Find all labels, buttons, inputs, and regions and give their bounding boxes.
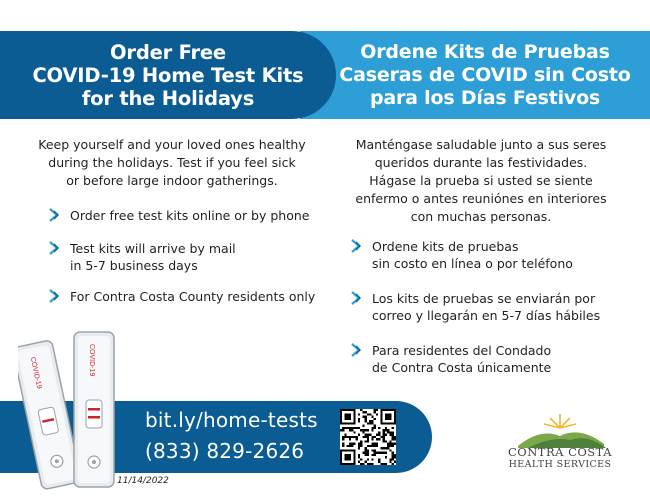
chevron-right-icon	[350, 291, 364, 305]
spanish-bullet-1	[350, 238, 573, 272]
spanish-bullet-1-text-line-2: sin costo en línea o por teléfono	[372, 256, 573, 271]
spanish-title-line-1: Ordene Kits de Pruebas	[360, 40, 610, 63]
english-intro-line: Keep yourself and your loved ones healthy	[38, 137, 306, 152]
logo-name-line-2: HEALTH SERVICES	[508, 459, 612, 470]
test-kit-label: COVID-19	[88, 344, 95, 377]
chevron-right-icon	[48, 241, 62, 255]
english-bullet-2-text-line-2: in 5-7 business days	[70, 258, 198, 273]
chevron-right-icon	[350, 239, 364, 253]
spanish-intro-line: Manténgase saludable junto a sus seres	[355, 137, 607, 152]
english-bullet-2	[48, 240, 236, 274]
spanish-bullet-2-text-line-1: Los kits de pruebas se enviarán por	[372, 291, 596, 306]
flyer-date: 11/14/2022	[117, 476, 169, 486]
spanish-bullet-3	[350, 342, 551, 376]
spanish-bullet-3-text-line-1: Para residentes del Condado	[372, 343, 552, 358]
english-title-line-3: for the Holidays	[81, 86, 255, 110]
english-intro	[26, 136, 318, 190]
spanish-intro	[345, 136, 617, 226]
spanish-title-banner	[300, 31, 650, 119]
spanish-title-line-2: Caseras de COVID sin Costo	[339, 63, 631, 86]
spanish-intro-line: Hágase la prueba si usted se siente	[369, 173, 593, 188]
spanish-bullet-3-text-line-2: de Contra Costa únicamente	[372, 360, 552, 375]
english-bullet-3-text: For Contra Costa County residents only	[70, 289, 316, 304]
english-bullet-1	[48, 207, 309, 224]
website-link[interactable]: bit.ly/home-tests	[145, 408, 318, 432]
test-kit-label: COVID-19	[28, 356, 43, 390]
english-title-line-1: Order Free	[110, 40, 226, 64]
spanish-bullet-2-text-line-2: correo y llegarán en 5-7 días hábiles	[372, 308, 601, 323]
english-bullet-1-text: Order free test kits online or by phone	[70, 208, 310, 223]
english-bullet-3	[48, 288, 315, 305]
spanish-intro-line: queridos durante las festividades.	[374, 155, 588, 170]
spanish-title-line-3: para los Días Festivos	[369, 86, 601, 109]
spanish-bullet-1-text-line-1: Ordene kits de pruebas	[372, 239, 519, 254]
chevron-right-icon	[48, 289, 62, 303]
chevron-right-icon	[350, 343, 364, 357]
phone-number[interactable]: (833) 829-2626	[145, 439, 305, 463]
spanish-intro-line: con muchas personas.	[410, 209, 552, 224]
test-kit-icon	[18, 320, 128, 490]
spanish-intro-line: enfermo o antes reuniónes en interiores	[355, 191, 607, 206]
english-intro-line: or before large indoor gatherings.	[66, 173, 278, 188]
qr-code-icon[interactable]	[340, 409, 396, 465]
english-intro-line: during the holidays. Test if you feel sick	[48, 155, 296, 170]
english-bullet-2-text-line-1: Test kits will arrive by mail	[70, 241, 236, 256]
english-title-line-2: COVID-19 Home Test Kits	[32, 63, 304, 87]
logo-name-line-1: CONTRA COSTA	[507, 445, 613, 459]
english-title-banner	[0, 31, 336, 119]
spanish-bullet-2	[350, 290, 600, 324]
chevron-right-icon	[48, 208, 62, 222]
